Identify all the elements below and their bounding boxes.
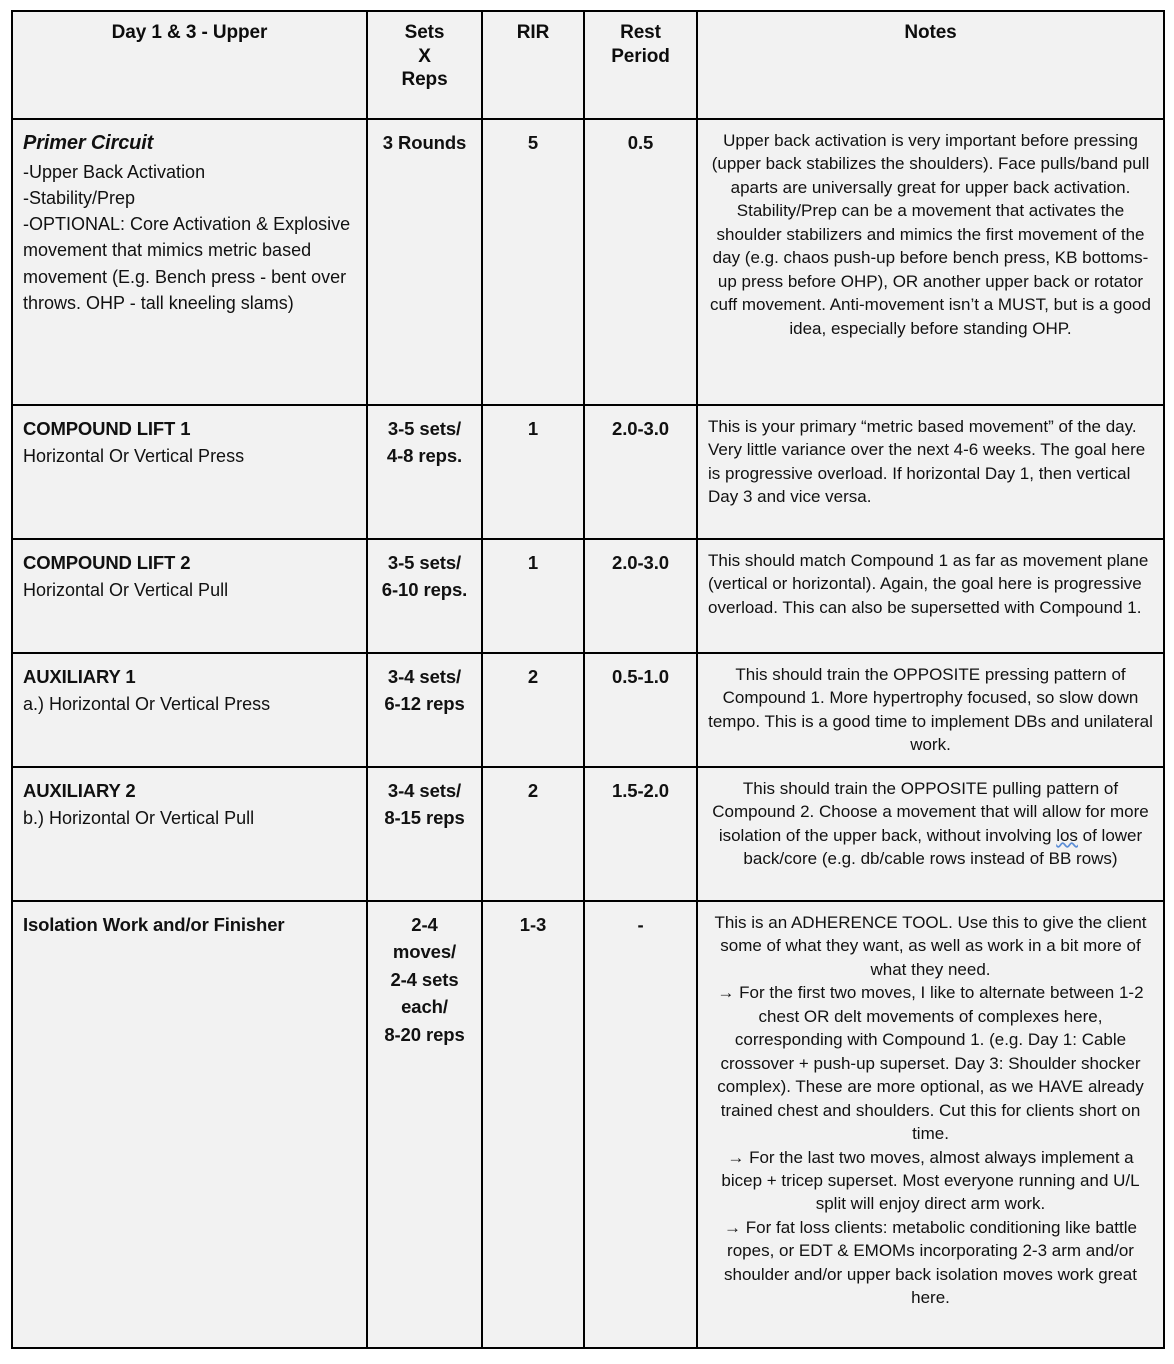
sets-x-reps-cell: 3-5 sets/ 4-8 reps. xyxy=(367,405,482,539)
table-row xyxy=(12,767,1164,901)
column-header-rest-period xyxy=(584,11,697,119)
exercise-cell xyxy=(12,653,367,767)
sets-x-reps-cell: 3-4 sets/ 8-15 reps xyxy=(367,767,482,901)
rir-cell: 5 xyxy=(482,119,584,405)
rir-cell: 2 xyxy=(482,653,584,767)
table-header xyxy=(12,11,1164,119)
rest-period-cell: 1.5-2.0 xyxy=(584,767,697,901)
rest-period-cell: 0.5-1.0 xyxy=(584,653,697,767)
rest-period-cell: 0.5 xyxy=(584,119,697,405)
rir-cell: 1 xyxy=(482,405,584,539)
header-sets-line3: Reps xyxy=(401,69,448,91)
header-rest-line1: Rest xyxy=(620,22,661,43)
exercise-subtitle: Horizontal Or Vertical Pull xyxy=(23,580,229,600)
table-row xyxy=(12,901,1164,1348)
rir-cell: 1-3 xyxy=(482,901,584,1348)
exercise-subtitle: a.) Horizontal Or Vertical Press xyxy=(23,694,271,714)
exercise-cell xyxy=(12,901,367,1348)
table-row xyxy=(12,119,1164,405)
exercise-title: Primer Circuit xyxy=(23,132,154,154)
notes-cell: Upper back activation is very important before pressing (upper back stabilizes the shoulders). Face pulls/band pull aparts are universally great for upper back activation. Stability/Prep can be a movement that activates the shoulder stabilizers and mimics the first movement of the day (e.g. chaos push-up before bench press, KB bottoms-up press before OHP), OR another upper back or rotator cuff movement. Anti-movement isn’t a MUST, but is a good idea, especially before standing OHP. xyxy=(697,119,1164,405)
table-body xyxy=(12,119,1164,1348)
exercise-subtitle: b.) Horizontal Or Vertical Pull xyxy=(23,808,255,828)
exercise-cell xyxy=(12,539,367,653)
header-sets-line1: Sets xyxy=(404,22,445,43)
exercise-title: COMPOUND LIFT 1 xyxy=(23,418,191,439)
sets-x-reps-cell: 3 Rounds xyxy=(367,119,482,405)
header-row xyxy=(12,11,1164,119)
column-header-day: Day 1 & 3 - Upper xyxy=(12,11,367,119)
exercise-title: Isolation Work and/or Finisher xyxy=(23,914,285,935)
exercise-subtitle: Horizontal Or Vertical Press xyxy=(23,446,245,466)
column-header-rir: RIR xyxy=(482,11,584,119)
exercise-cell xyxy=(12,405,367,539)
table-row xyxy=(12,405,1164,539)
sets-x-reps-cell: 3-5 sets/ 6-10 reps. xyxy=(367,539,482,653)
notes-cell: This should train the OPPOSITE pressing pattern of Compound 1. More hypertrophy focused, so slow down tempo. This is a good time to implement DBs and unilateral work. xyxy=(697,653,1164,767)
rest-period-cell: - xyxy=(584,901,697,1348)
exercise-title: AUXILIARY 2 xyxy=(23,780,136,801)
notes-cell: This should train the OPPOSITE pulling pattern of Compound 2. Choose a movement that will allow for more isolation of the upper back, without involving los of lower back/core (e.g. db/cable rows instead of BB rows) xyxy=(697,767,1164,901)
notes-cell: This is an ADHERENCE TOOL. Use this to give the client some of what they want, as well as work in a bit more of what they need. → For the first two moves, I like to alternate between 1-2 chest OR delt movements of complexes here, corresponding with Compound 1. (e.g. Day 1: Cable crossover + push-up superset. Day 3: Shoulder shocker complex). These are more optional, as we HAVE already trained chest and shoulders. Cut this for clients short on time. → For the last two moves, almost always implement a bicep + tricep superset. Most everyone running and U/L split will enjoy direct arm work. → For fat loss clients: metabolic conditioning like battle ropes, or EDT & EMOMs incorporating 2-3 arm and/or shoulder and/or upper back isolation moves work great here. xyxy=(697,901,1164,1348)
notes-cell: This should match Compound 1 as far as movement plane (vertical or horizontal). Again, the goal here is progressive overload. This can also be supersetted with Compound 1. xyxy=(697,539,1164,653)
header-sets-line2: X xyxy=(418,45,431,67)
rest-period-cell: 2.0-3.0 xyxy=(584,539,697,653)
table-row xyxy=(12,653,1164,767)
exercise-title: AUXILIARY 1 xyxy=(23,666,136,687)
exercise-cell xyxy=(12,767,367,901)
notes-cell: This is your primary “metric based movement” of the day. Very little variance over the next 4-6 weeks. The goal here is progressive overload. If horizontal Day 1, then vertical Day 3 and vice versa. xyxy=(697,405,1164,539)
workout-program-table xyxy=(11,10,1165,1349)
header-rest-line2: Period xyxy=(611,45,670,67)
rir-cell: 1 xyxy=(482,539,584,653)
rir-cell: 2 xyxy=(482,767,584,901)
column-header-notes: Notes xyxy=(697,11,1164,119)
column-header-sets-x-reps xyxy=(367,11,482,119)
rest-period-cell: 2.0-3.0 xyxy=(584,405,697,539)
table-row xyxy=(12,539,1164,653)
exercise-cell xyxy=(12,119,367,405)
sets-x-reps-cell: 2-4 moves/ 2-4 sets each/ 8-20 reps xyxy=(367,901,482,1348)
sets-x-reps-cell: 3-4 sets/ 6-12 reps xyxy=(367,653,482,767)
exercise-subtitle: -Upper Back Activation -Stability/Prep -OPTIONAL: Core Activation & Explosive movement that mimics metric based movement (E.g. Bench press - bent over throws. OHP - tall kneeling slams) xyxy=(23,162,351,313)
exercise-title: COMPOUND LIFT 2 xyxy=(23,552,191,573)
misspelled-word: los xyxy=(1056,825,1078,845)
